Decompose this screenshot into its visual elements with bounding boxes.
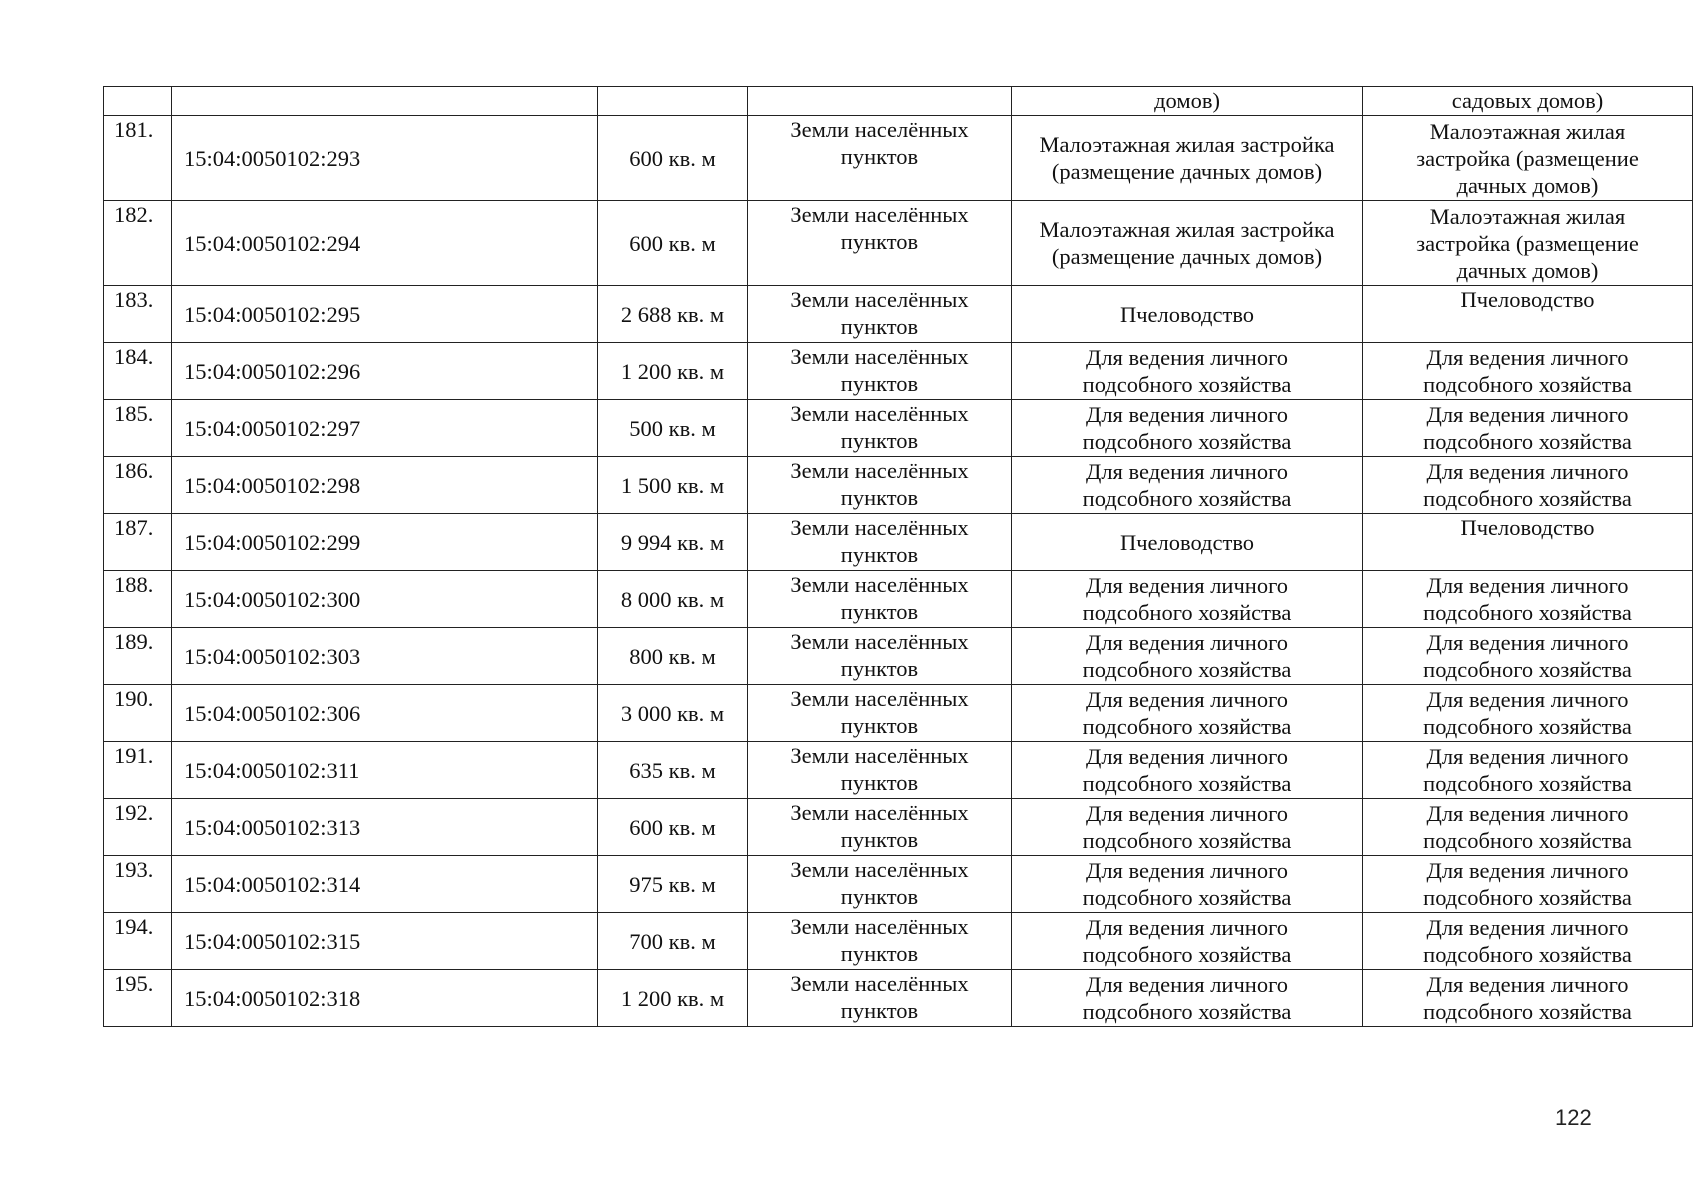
cell-category: Земли населённых пунктов (748, 343, 1012, 400)
cell-category: Земли населённых пунктов (748, 628, 1012, 685)
table-row (104, 970, 1693, 1027)
cell-num: 193. (104, 856, 172, 913)
cell-use-permitted: Для ведения личного подсобного хозяйства (1012, 685, 1363, 742)
cell-use-actual: Для ведения личного подсобного хозяйства (1363, 400, 1693, 457)
cell-use-actual: Пчеловодство (1363, 286, 1693, 343)
cell-num: 185. (104, 400, 172, 457)
cell-use-actual: Для ведения личного подсобного хозяйства (1363, 343, 1693, 400)
cell-num: 183. (104, 286, 172, 343)
cell-area: 1 200 кв. м (598, 970, 748, 1027)
cell-num: 186. (104, 457, 172, 514)
cell-use-permitted: Для ведения личного подсобного хозяйства (1012, 571, 1363, 628)
cell-category: Земли населённых пунктов (748, 514, 1012, 571)
table-row (104, 571, 1693, 628)
cell-area (598, 87, 748, 116)
cell-category: Земли населённых пунктов (748, 400, 1012, 457)
cell-cadastral: 15:04:0050102:296 (172, 343, 598, 400)
cell-cadastral: 15:04:0050102:299 (172, 514, 598, 571)
table-row (104, 856, 1693, 913)
cell-category: Земли населённых пунктов (748, 685, 1012, 742)
cell-use-actual: Для ведения личного подсобного хозяйства (1363, 457, 1693, 514)
cell-cadastral: 15:04:0050102:318 (172, 970, 598, 1027)
cell-cadastral: 15:04:0050102:294 (172, 201, 598, 286)
cell-use-actual: Для ведения личного подсобного хозяйства (1363, 970, 1693, 1027)
cell-use-permitted: Для ведения личного подсобного хозяйства (1012, 913, 1363, 970)
cell-use-permitted: Для ведения личного подсобного хозяйства (1012, 628, 1363, 685)
cell-category (748, 87, 1012, 116)
cell-use-permitted: Для ведения личного подсобного хозяйства (1012, 799, 1363, 856)
cell-cadastral: 15:04:0050102:298 (172, 457, 598, 514)
cell-area: 800 кв. м (598, 628, 748, 685)
cell-use-actual: Для ведения личного подсобного хозяйства (1363, 856, 1693, 913)
cell-num: 189. (104, 628, 172, 685)
cell-use-permitted: Пчеловодство (1012, 514, 1363, 571)
cell-cadastral: 15:04:0050102:315 (172, 913, 598, 970)
cell-use-permitted: Малоэтажная жилая застройка (размещение дачных домов) (1012, 116, 1363, 201)
table-row (104, 343, 1693, 400)
cell-cadastral: 15:04:0050102:314 (172, 856, 598, 913)
cell-use-permitted: Для ведения личного подсобного хозяйства (1012, 856, 1363, 913)
cell-num: 184. (104, 343, 172, 400)
cell-cadastral: 15:04:0050102:306 (172, 685, 598, 742)
table-row (104, 116, 1693, 201)
table-row (104, 400, 1693, 457)
cell-cadastral (172, 87, 598, 116)
cell-area: 2 688 кв. м (598, 286, 748, 343)
cell-use-permitted: Для ведения личного подсобного хозяйства (1012, 970, 1363, 1027)
cell-cadastral: 15:04:0050102:295 (172, 286, 598, 343)
cell-area: 1 200 кв. м (598, 343, 748, 400)
table-row (104, 514, 1693, 571)
cell-category: Земли населённых пунктов (748, 571, 1012, 628)
cell-area: 600 кв. м (598, 116, 748, 201)
cell-use-actual: Для ведения личного подсобного хозяйства (1363, 913, 1693, 970)
cell-use-actual: Для ведения личного подсобного хозяйства (1363, 742, 1693, 799)
cell-cadastral: 15:04:0050102:303 (172, 628, 598, 685)
cell-use-actual: Для ведения личного подсобного хозяйства (1363, 628, 1693, 685)
cell-use-actual: Для ведения личного подсобного хозяйства (1363, 685, 1693, 742)
cell-area: 500 кв. м (598, 400, 748, 457)
cell-use-actual: Для ведения личного подсобного хозяйства (1363, 799, 1693, 856)
cell-use-permitted: Для ведения личного подсобного хозяйства (1012, 457, 1363, 514)
cell-area: 9 994 кв. м (598, 514, 748, 571)
cell-cadastral: 15:04:0050102:297 (172, 400, 598, 457)
cell-use-actual: Малоэтажная жилая застройка (размещение дачных домов) (1363, 116, 1693, 201)
cell-num: 182. (104, 201, 172, 286)
cell-category: Земли населённых пунктов (748, 970, 1012, 1027)
table-row (104, 799, 1693, 856)
cell-area: 700 кв. м (598, 913, 748, 970)
cell-use-permitted: Для ведения личного подсобного хозяйства (1012, 742, 1363, 799)
table-row (104, 742, 1693, 799)
continuation-row (104, 87, 1693, 116)
cell-category: Земли населённых пунктов (748, 913, 1012, 970)
cell-num: 190. (104, 685, 172, 742)
cell-area: 1 500 кв. м (598, 457, 748, 514)
cell-use-permitted: Для ведения личного подсобного хозяйства (1012, 343, 1363, 400)
cell-use-permitted: Малоэтажная жилая застройка (размещение дачных домов) (1012, 201, 1363, 286)
cell-area: 600 кв. м (598, 201, 748, 286)
table-row (104, 685, 1693, 742)
cell-category: Земли населённых пунктов (748, 742, 1012, 799)
cell-area: 600 кв. м (598, 799, 748, 856)
cell-use-actual: садовых домов) (1363, 87, 1693, 116)
cell-use-actual: Для ведения личного подсобного хозяйства (1363, 571, 1693, 628)
table-row (104, 457, 1693, 514)
cell-cadastral: 15:04:0050102:300 (172, 571, 598, 628)
cell-category: Земли населённых пунктов (748, 799, 1012, 856)
table-row (104, 201, 1693, 286)
cell-category: Земли населённых пунктов (748, 116, 1012, 201)
cell-use-actual: Малоэтажная жилая застройка (размещение дачных домов) (1363, 201, 1693, 286)
table-body (104, 87, 1693, 1027)
cell-cadastral: 15:04:0050102:313 (172, 799, 598, 856)
cell-category: Земли населённых пунктов (748, 457, 1012, 514)
cell-cadastral: 15:04:0050102:293 (172, 116, 598, 201)
cell-use-actual: Пчеловодство (1363, 514, 1693, 571)
cell-num: 194. (104, 913, 172, 970)
cell-use-permitted: Для ведения личного подсобного хозяйства (1012, 400, 1363, 457)
page-number: 122 (1555, 1105, 1592, 1130)
cell-num: 188. (104, 571, 172, 628)
cell-num: 181. (104, 116, 172, 201)
cell-num: 187. (104, 514, 172, 571)
cell-category: Земли населённых пунктов (748, 286, 1012, 343)
table-row (104, 913, 1693, 970)
cell-area: 8 000 кв. м (598, 571, 748, 628)
cell-num: 195. (104, 970, 172, 1027)
table-row (104, 628, 1693, 685)
cell-area: 3 000 кв. м (598, 685, 748, 742)
cell-category: Земли населённых пунктов (748, 856, 1012, 913)
cell-category: Земли населённых пунктов (748, 201, 1012, 286)
cell-use-permitted: Пчеловодство (1012, 286, 1363, 343)
cell-num: 192. (104, 799, 172, 856)
cell-area: 635 кв. м (598, 742, 748, 799)
cell-use-permitted: домов) (1012, 87, 1363, 116)
cell-cadastral: 15:04:0050102:311 (172, 742, 598, 799)
cell-area: 975 кв. м (598, 856, 748, 913)
table-row (104, 286, 1693, 343)
land-plots-table (103, 86, 1693, 1027)
cell-num (104, 87, 172, 116)
cell-num: 191. (104, 742, 172, 799)
